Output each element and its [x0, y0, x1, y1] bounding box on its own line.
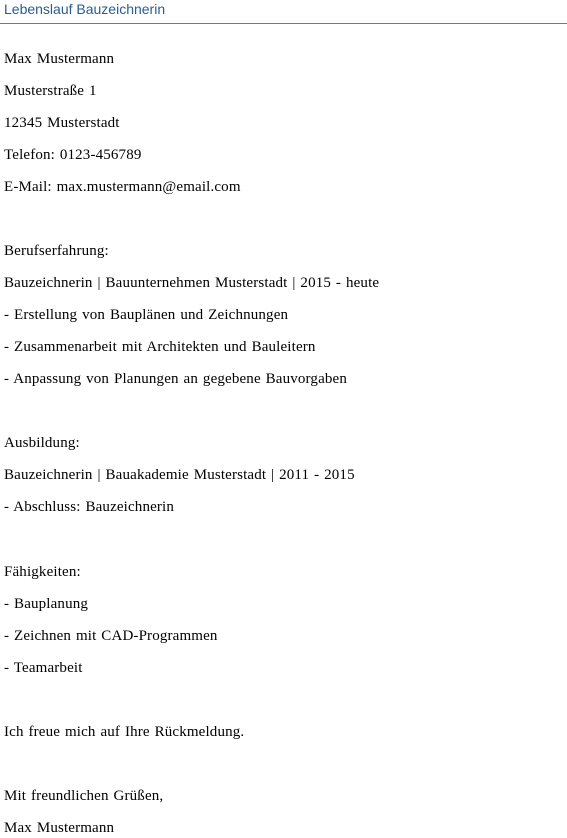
skills-item: - Zeichnen mit CAD-Programmen: [4, 628, 218, 644]
contact-street: Musterstraße 1: [4, 83, 97, 99]
contact-phone: Telefon: 0123-456789: [4, 147, 142, 163]
document-title: Lebenslauf Bauzeichnerin: [4, 1, 166, 17]
experience-position: Bauzeichnerin | Bauunternehmen Musterstadt | 2015 - heute: [4, 275, 380, 291]
education-entry: Bauzeichnerin | Bauakademie Musterstadt | 2011 - 2015: [4, 467, 355, 483]
education-item: - Abschluss: Bauzeichnerin: [4, 499, 175, 515]
skills-item: - Bauplanung: [4, 596, 89, 612]
contact-name: Max Mustermann: [4, 51, 115, 67]
experience-heading: Berufserfahrung:: [4, 243, 109, 259]
skills-item: - Teamarbeit: [4, 660, 83, 676]
experience-item: - Zusammenarbeit mit Architekten und Bauleitern: [4, 339, 316, 355]
closing-greeting: Mit freundlichen Grüßen,: [4, 788, 164, 804]
skills-heading: Fähigkeiten:: [4, 564, 81, 580]
contact-city: 12345 Musterstadt: [4, 115, 120, 131]
document-header: [0, 0, 567, 24]
contact-email: E-Mail: max.mustermann@email.com: [4, 179, 241, 195]
closing-message: Ich freue mich auf Ihre Rückmeldung.: [4, 724, 245, 740]
closing-signature: Max Mustermann: [4, 820, 115, 836]
experience-item: - Anpassung von Planungen an gegebene Bauvorgaben: [4, 371, 347, 387]
experience-item: - Erstellung von Bauplänen und Zeichnungen: [4, 307, 289, 323]
education-heading: Ausbildung:: [4, 435, 80, 451]
